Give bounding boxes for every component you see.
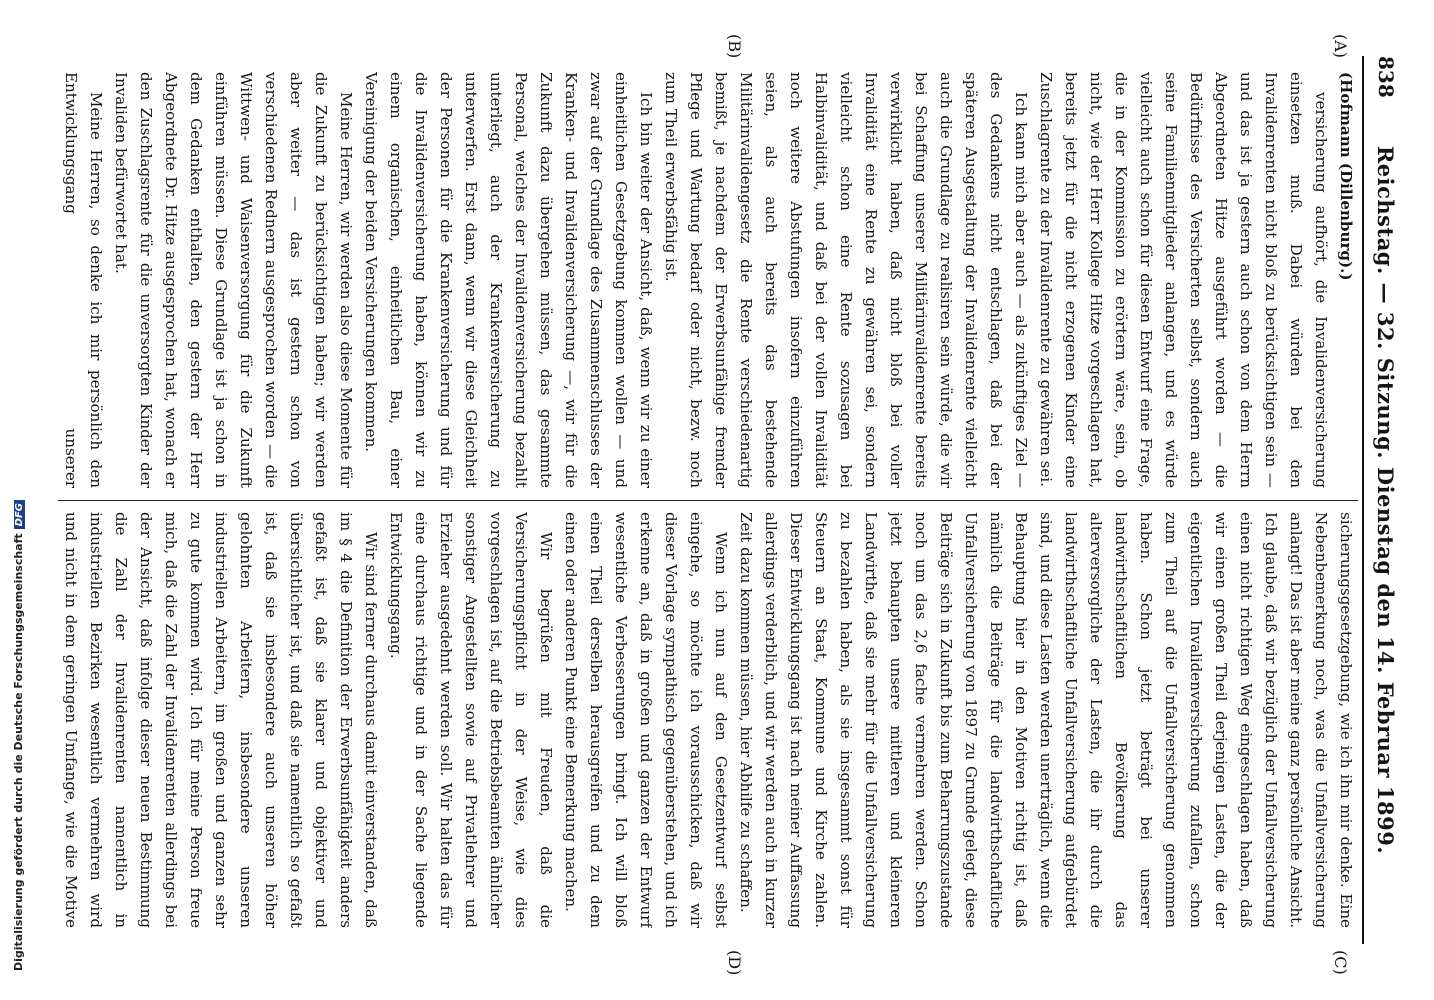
paragraph: versicherung aufhört, die Invalidenversicherung einsetzen muß. Dabei würden bei den Invalidenrenten nicht bloß zu berücksichtigen sein — und das ist ja gestern auch schon von dem Herrn Abgeordneten Hitze ausgeführt worden — die Bedürfnisse des Versicherten selbst, sondern auch seine Familienmitglieder anlangen, und es würde vielleicht auch schon für diesen Entwurf eine Frage, die in der Kommission zu erörtern wäre, sein, ob nicht, wie der Herr Kollege Hitze vorgeschlagen hat, bereits jetzt für die nicht erzogenen Kinder eine Zuschlagrente zu der Invalidenrente zu gewähren sei. <box>1037 72 1330 488</box>
document-page <box>22 20 1412 980</box>
paragraph: Wir begrüßen mit Freuden, daß die Versicherungspflicht in der Weise, wie dies vorgeschlagen ist, auf die Betriebsbeamten ähnlicher sonstiger Angestellten sowie auf Privatlehrer und Erzieher ausgedehnt werden soll. Wir halten das für eine durchaus richtige und in der Sache liegende Entwicklungsgang. <box>387 512 555 928</box>
page-number: 838 <box>1374 56 1398 98</box>
margin-marker-b: (B) <box>725 34 744 59</box>
credit-label: Digitalisierung gefördert durch die Deutsche Forschungsgemeinschaft <box>12 533 25 972</box>
paragraph: Meine Herren, wir werden also diese Momente für die Zukunft zu berücksichtigen haben; wir werden aber weiter — das ist gestern schon von verschiedenen Rednern ausgesprochen worden — die Wittwen- und Waisenversorgung für die Zukunft einführen müssen. Diese Grundlage ist ja schon in dem Gedanken enthalten, den gestern der Herr Abgeordnete Dr. Hitze ausgesprochen hat, wonach er den Zuschlagsrente für die unversorgten Kinder der Invaliden befürwortet hat. <box>112 72 355 488</box>
paragraph: Ich bin weiter der Ansicht, daß, wenn wir zu einer einheitlichen Gesetzgebung kommen wollen — und zwar auf der Grundlage des Zusammenschlusses der Kranken- und Invalidenversicherung —, wir für die Zukunft dazu übergehen müssen, das gesammte Personal, welches der Invalidenversicherung bezahlt unterliegt, auch der Krankenversicherung zu unterwerfen. Erst dann, wenn wir diese Gleichheit der Personen für die Krankenversicherung und für die Invalidenversicherung haben, können wir zu einem organischen, einheitlichen Bau, einer Vereinigung der beiden Versicherungen kommen. <box>362 72 655 488</box>
paragraph: Wir sind ferner durchaus damit einverstanden, daß im § 4 die Definition der Erwerbsunfähigkeit anders gefaßt ist, daß sie klarer und objektiver und übersichtlicher ist, und daß sie namentlich so gefaßt ist, daß sie insbesondere auch unseren höher gelohnten Arbeitern, insbesondere unseren industriellen Arbeitern, im großen und ganzen sehr zu gute kommen wird. Ich für meine Person freue mich, daß die Zahl der Invalidenrenten allerdings bei der Ansicht, daß infolge dieser neuen Bestimmung die Zahl der Invalidenrenten namentlich in industriellen Bezirken wesentlich vermehren wird und nicht in dem geringen Umfange, wie die Motive <box>62 512 380 928</box>
margin-marker-d: (D) <box>725 950 744 976</box>
right-column <box>58 512 1358 928</box>
speaker-line <box>1333 72 1358 488</box>
left-column <box>58 72 1358 488</box>
paragraph: sicherungsgesetzgebung, wie ich ihn mir denke. Eine Nebenbemerkung noch, was die Unfallversicherung anlangt! Das ist aber meine ganz persönliche Ansicht. Ich glaube, daß wir bezüglich der Unfallversicherung einen nicht richtigen Weg eingeschlagen haben, daß wir einen großen Theil derjenigen Lasten, die der eigentlichen Invalidenversicherung zufallen, schon zum Theil auf die Unfallversicherung genommen haben. Schon jetzt beträgt bei unserer landwirthschaftlichen Bevölkerung das alterversorgliche der Lasten, die ihr durch die landwirthschaftliche Unfallversicherung aufgebürdet sind, und diese Lasten werden unerträglich, wenn die Behauptung hier in den Motiven richtig ist, daß nämlich die Beiträge für die landwirthschaftliche Unfallversicherung von 1897 zu Grunde gelegt, diese Beiträge sich in Zukunft bis zum Beharrungszustande noch um das 2,6 fache vermehren werden. Schon jetzt behaupten unsere mittleren und kleineren Landwirthe, daß sie mehr für die Unfallversicherung zu bezahlen haben, als sie insgesammt sonst für Steuern an Staat, Kommune und Kirche zahlen. Dieser Entwicklungsgang ist nach meiner Auffassung allerdings verderblich, und wir werden auch in kurzer Zeit dazu kommen müssen, hier Abhilfe zu schaffen. <box>737 512 1355 928</box>
margin-marker-a: (A) <box>1331 34 1350 59</box>
margin-marker-c: (C) <box>1331 950 1350 975</box>
digitization-credit <box>12 500 32 980</box>
page-header <box>1362 56 1398 944</box>
credit-text <box>12 500 25 971</box>
dfg-logo-icon: DFG <box>14 500 25 529</box>
paragraph: Wenn ich nun auf den Gesetzentwurf selbst eingehe, so möchte ich vorausschicken, daß wir dieser Vorlage sympathisch gegenüberstehen, und ich erkenne an, daß in großen und ganzen der Entwurf wesentliche Verbesserungen bringt. Ich will bloß einen Theil derselben herausgreifen und zu dem einen oder anderen Punkt eine Bemerkung machen. <box>562 512 730 928</box>
speaker-name: (Hofmann (Dillenburg).) <box>1337 72 1355 281</box>
paragraph: Ich kann mich aber auch — als zukünftiges Ziel — des Gedankens nicht entschlagen, daß bei der späteren Ausgestaltung der Invalidenrente vielleicht auch die Grundlage zu realisiren sein würde, die wir bei Schaffung unserer Militärinvalidenrente bereits verwirklicht haben, daß nicht bloß bei voller Invalidität eine Rente zu gewähren sei, sondern vielleicht schon eine Rente sozusagen bei Halbinvalidität, und daß bei der vollen Invalidität noch weitere Abstufungen insofern einzuführen seien, als auch bereits das bestehende Militärinvalidengesetz die Rente verschiedenartig bemißt, je nachdem der Erwerbsunfähige fremder Pflege und Wartung bedarf oder nicht, bezw. noch zum Theil erwerbsfähig ist. <box>662 72 1030 488</box>
column-divider <box>58 500 1358 501</box>
page-title: Reichstag. — 32. Sitzung. Dienstag den 14. Februar 1899. <box>1373 145 1398 855</box>
paragraph: Meine Herren, so denke ich mir persönlich den Entwicklungsgang unserer <box>62 72 105 488</box>
